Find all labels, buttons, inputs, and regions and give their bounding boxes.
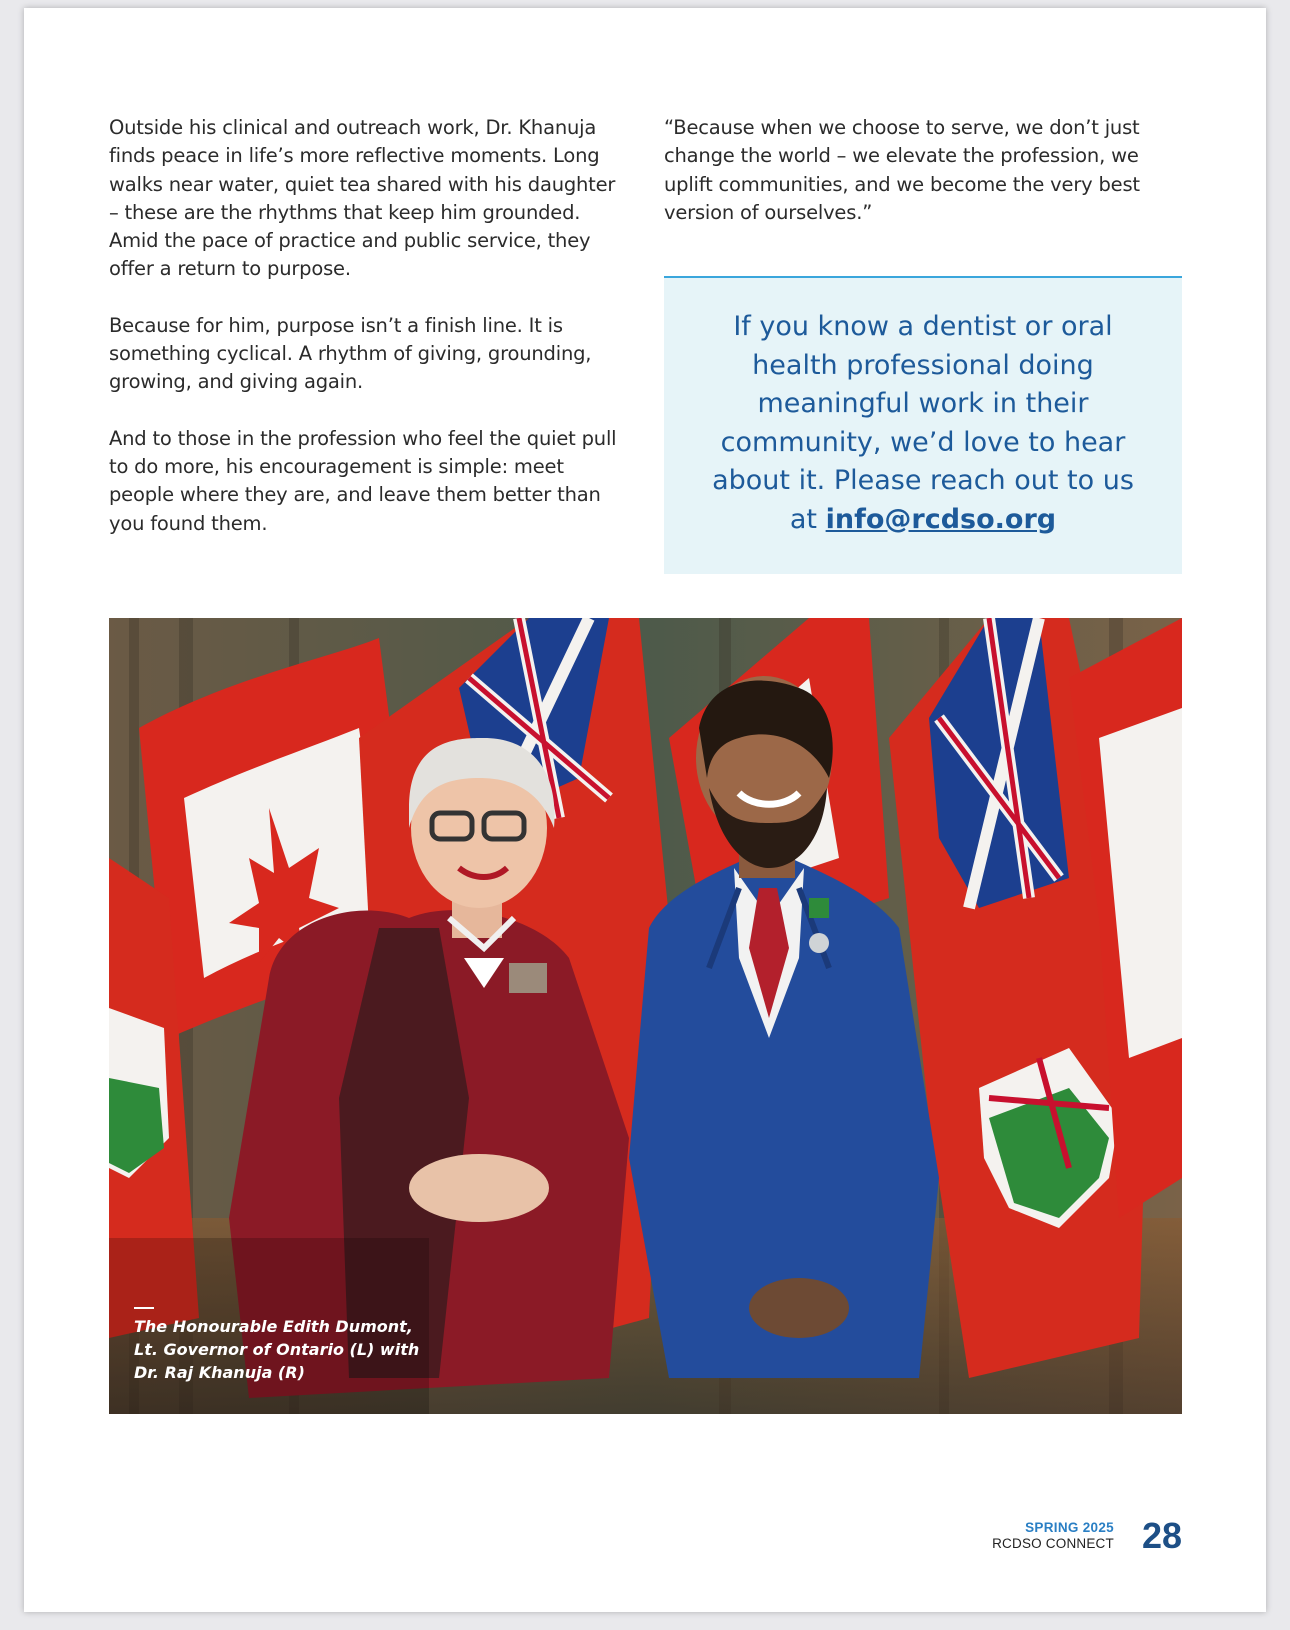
footer-meta [992,1520,1114,1552]
paragraph: And to those in the profession who feel the quiet pull to do more, his encouragement is simple: meet people where they are, and leave them better than you found them. [109,426,617,535]
email-link[interactable]: info@rcdso.org [825,503,1057,535]
pull-quote: “Because when we choose to serve, we don’t just change the world – we elevate the profession, we uplift communities, and we become the very best version of ourselves.” [664,116,1140,224]
contact-callout [664,276,1182,574]
caption-line: Lt. Governor of Ontario (L) with [134,1340,420,1359]
event-photo [109,618,1182,1414]
caption-line: Dr. Raj Khanuja (R) [134,1363,305,1382]
magazine-name: RCDSO CONNECT [992,1536,1114,1551]
photo-illustration [109,618,1182,1414]
right-column [664,114,1164,227]
photo-caption [134,1307,419,1384]
issue-season: SPRING 2025 [1025,1520,1114,1535]
page-footer [992,1515,1182,1556]
caption-dash [134,1307,154,1309]
paragraph: Outside his clinical and outreach work, Dr. Khanuja finds peace in life’s more reflective moments. Long walks near water, quiet tea shared with his daughter – these are the rhythms that keep him grounded. Amid the pace of practice and public service, they offer a return to purpose. [109,116,616,281]
caption-line: The Honourable Edith Dumont, [134,1317,413,1336]
page-number: 28 [1141,1515,1182,1556]
callout-text: If you know a dentist or oral health professional doing meaningful work in their community, we’d love to hear about it. Please reach out to us at [712,311,1134,535]
paragraph: Because for him, purpose isn’t a finish line. It is something cyclical. A rhythm of giving, grounding, growing, and giving again. [109,313,592,394]
magazine-page [24,8,1266,1612]
left-column [109,114,629,566]
